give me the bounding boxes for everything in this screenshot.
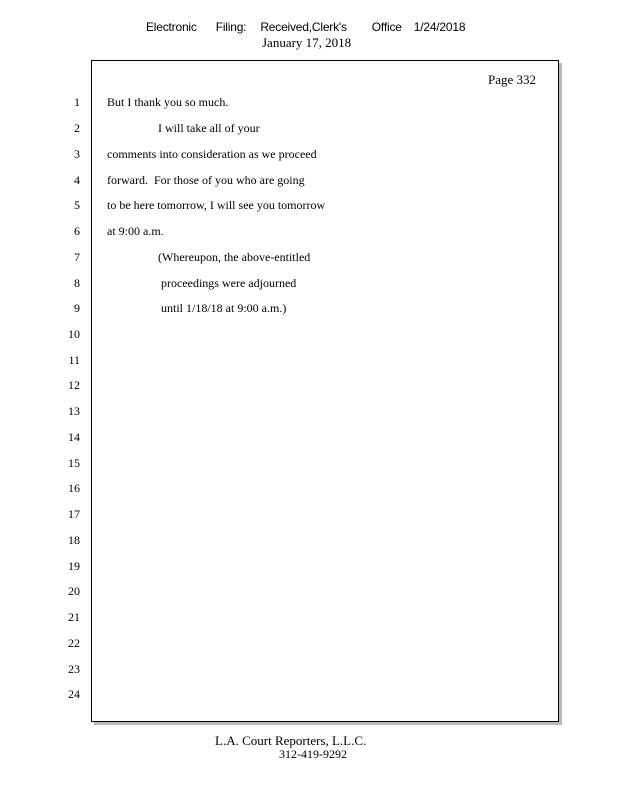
transcript-line: But I thank you so much.: [107, 95, 229, 109]
line-number: 18: [68, 533, 80, 547]
line-number: 16: [68, 481, 80, 495]
hearing-date: January 17, 2018: [262, 35, 352, 50]
line-number: 22: [68, 636, 80, 650]
line-number: 3: [74, 147, 80, 161]
line-number: 14: [68, 430, 80, 444]
line-number: 23: [68, 662, 80, 676]
stamp-filing-date: 1/24/2018: [413, 20, 466, 34]
transcript-line: until 1/18/18 at 9:00 a.m.): [161, 301, 287, 315]
transcript-line: (Whereupon, the above-entitled: [158, 250, 311, 264]
line-number: 21: [68, 610, 80, 624]
line-number: 1: [74, 95, 80, 109]
line-number: 12: [68, 378, 80, 392]
stamp-electronic: Electronic: [146, 20, 197, 34]
stamp-filing: Filing:: [215, 20, 247, 34]
line-number: 8: [74, 276, 80, 290]
line-number: 10: [68, 327, 80, 341]
stamp-office: Office: [371, 20, 402, 34]
line-number: 9: [74, 301, 80, 315]
transcript-line: I will take all of your: [158, 121, 260, 135]
line-number: 6: [74, 224, 80, 238]
transcript-line: proceedings were adjourned: [161, 276, 297, 290]
line-number: 13: [68, 404, 80, 418]
line-number: 19: [68, 559, 80, 573]
line-number: 20: [68, 584, 80, 598]
transcript-line: to be here tomorrow, I will see you tomorrow: [107, 198, 326, 212]
reporter-company: L.A. Court Reporters, L.L.C.: [215, 733, 367, 748]
line-number: 11: [68, 353, 80, 367]
reporter-phone: 312-419-9292: [279, 747, 347, 761]
line-number: 5: [74, 198, 80, 212]
line-number: 4: [74, 173, 80, 187]
transcript-line: at 9:00 a.m.: [107, 224, 164, 238]
line-number: 24: [68, 687, 80, 701]
page-number: Page 332: [487, 72, 536, 87]
line-number: 7: [74, 250, 80, 264]
transcript-line: comments into consideration as we proceed: [107, 147, 317, 161]
line-number: 15: [68, 456, 80, 470]
electronic-filing-stamp: [146, 20, 465, 34]
line-number: 2: [74, 121, 80, 135]
line-number: 17: [68, 507, 80, 521]
transcript-line: forward. For those of you who are going: [107, 173, 305, 187]
stamp-received-clerks: Received,Clerk's: [260, 20, 347, 34]
